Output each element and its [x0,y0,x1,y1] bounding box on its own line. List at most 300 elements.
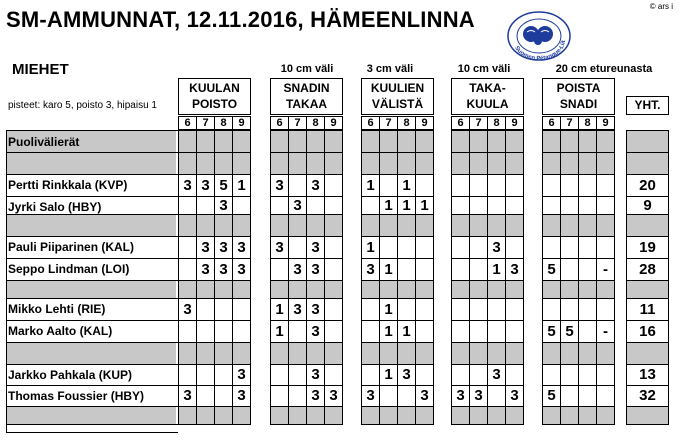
score-cell [469,298,488,321]
score-cell [596,385,615,407]
shaded-cell [379,214,398,237]
shaded-cell [214,214,233,237]
score-cell: 3 [232,258,251,281]
distance-header: 7 [560,116,579,130]
total-cell: 16 [626,320,669,343]
shaded-cell [270,280,289,299]
score-cell [469,174,488,197]
shaded-cell [397,152,416,175]
score-cell [178,196,197,215]
score-cell: 3 [288,298,307,321]
shaded-cell [214,130,233,153]
distance-header: 9 [415,116,434,130]
score-cell [596,236,615,259]
score-cell [288,320,307,343]
shaded-cell [469,214,488,237]
score-cell [578,196,597,215]
score-cell [232,196,251,215]
score-cell: 3 [469,385,488,407]
distance-header: 7 [379,116,398,130]
distance-header: 6 [178,116,197,130]
shaded-cell [560,152,579,175]
shaded-cell [578,130,597,153]
score-cell: 3 [361,385,380,407]
shaded-cell [379,280,398,299]
score-cell [451,298,470,321]
score-cell [306,196,325,215]
shaded-cell [306,342,325,365]
shaded-cell [214,152,233,175]
score-cell [178,236,197,259]
separator-row [6,214,176,236]
separator-row [6,342,176,364]
score-cell [542,174,561,197]
category-header [542,78,615,115]
score-cell: 3 [306,258,325,281]
distance-header: 9 [505,116,524,130]
row-divider [6,424,178,425]
score-cell [578,298,597,321]
score-cell [578,320,597,343]
shaded-cell [178,342,197,365]
category-distance-label: 20 cm etureunasta [555,63,653,75]
shaded-cell [270,406,289,425]
section-label: Puolivälierät [8,135,80,149]
score-cell [505,320,524,343]
score-cell: 1 [361,174,380,197]
score-cell [397,298,416,321]
distance-header: 8 [487,116,506,130]
score-cell [469,258,488,281]
category-label-line: SNADI [559,97,598,111]
row-divider [6,174,178,175]
score-cell [324,196,343,215]
distance-header: 7 [196,116,215,130]
shaded-cell [415,342,434,365]
score-cell [505,196,524,215]
score-cell [469,236,488,259]
row-divider [6,258,178,259]
shaded-cell [178,130,197,153]
score-cell [178,364,197,386]
shaded-cell [578,214,597,237]
shaded-cell [178,280,197,299]
shaded-cell [397,406,416,425]
shaded-cell [560,406,579,425]
shaded-cell [487,152,506,175]
category-label-line: KUULA [466,97,509,111]
player-name: Pauli Piiparinen (KAL) [8,240,135,254]
score-cell [469,196,488,215]
shaded-cell [196,214,215,237]
distance-header: 7 [288,116,307,130]
player-name: Marko Aalto (KAL) [8,324,113,338]
shaded-cell [324,342,343,365]
shaded-cell [288,214,307,237]
shaded-cell [596,280,615,299]
shaded-cell [560,214,579,237]
score-cell [196,385,215,407]
shaded-cell [451,280,470,299]
score-cell: - [596,320,615,343]
score-cell [288,364,307,386]
score-cell: 3 [487,364,506,386]
score-cell [288,385,307,407]
distance-header: 8 [214,116,233,130]
score-cell [324,364,343,386]
score-cell: 1 [379,298,398,321]
shaded-cell [196,280,215,299]
score-cell: 1 [270,320,289,343]
shaded-cell [361,280,380,299]
score-cell [596,364,615,386]
score-cell [379,236,398,259]
player-name: Mikko Lehti (RIE) [8,302,106,316]
score-cell: 3 [270,174,289,197]
score-cell [415,174,434,197]
shaded-cell [451,342,470,365]
score-cell: 3 [306,320,325,343]
score-cell [324,174,343,197]
row-divider [6,196,178,197]
shaded-cell [542,152,561,175]
score-cell [578,174,597,197]
score-cell [578,385,597,407]
table-border [6,130,7,432]
score-cell: 3 [361,258,380,281]
shaded-cell [560,280,579,299]
distance-header: 6 [542,116,561,130]
shaded-cell [578,406,597,425]
total-cell: 11 [626,298,669,321]
shaded-cell [324,280,343,299]
shaded-cell [324,406,343,425]
shaded-cell [415,406,434,425]
score-cell [560,174,579,197]
distance-header: 8 [578,116,597,130]
shaded-cell [451,152,470,175]
shaded-cell [178,152,197,175]
category-label-line: TAKAA [285,97,328,111]
score-cell [232,298,251,321]
score-cell [560,298,579,321]
total-header: YHT. [626,96,669,115]
row-divider [6,342,178,343]
shaded-cell [324,214,343,237]
row-divider [6,280,178,281]
score-cell [487,174,506,197]
shaded-cell [361,406,380,425]
score-cell [214,320,233,343]
score-cell [487,385,506,407]
shaded-cell [232,280,251,299]
shaded-cell [214,406,233,425]
score-cell: 3 [487,236,506,259]
category-label-line: KUULIEN [370,81,425,95]
shaded-cell [232,406,251,425]
shaded-cell [306,280,325,299]
score-cell [324,258,343,281]
score-cell [487,320,506,343]
category-label-line: VÄLISTÄ [371,97,424,111]
shaded-cell [451,406,470,425]
shaded-cell [451,130,470,153]
category-distance-label: 10 cm väli [457,63,511,75]
shaded-cell [379,130,398,153]
shaded-cell [626,342,669,365]
score-cell: 3 [270,236,289,259]
score-cell: 3 [214,258,233,281]
score-cell: 3 [214,236,233,259]
score-cell [324,320,343,343]
shaded-cell [288,152,307,175]
category-label-line: SNADIN [283,81,330,95]
table-border [6,432,178,433]
score-cell [397,385,416,407]
shaded-cell [397,130,416,153]
distance-header: 8 [306,116,325,130]
score-cell [415,320,434,343]
score-cell: 3 [324,385,343,407]
score-cell [415,298,434,321]
score-cell [196,196,215,215]
score-cell: 1 [270,298,289,321]
score-cell: - [596,258,615,281]
category-header [451,78,524,115]
score-cell [487,196,506,215]
score-cell: 1 [379,364,398,386]
shaded-cell [560,342,579,365]
shaded-cell [270,214,289,237]
shaded-cell [542,280,561,299]
score-cell [361,298,380,321]
shaded-cell [306,214,325,237]
score-cell: 3 [397,364,416,386]
score-cell: 3 [214,196,233,215]
shaded-cell [324,130,343,153]
score-cell [505,364,524,386]
score-cell [270,196,289,215]
score-cell [324,298,343,321]
separator-row [6,280,176,298]
score-cell: 3 [178,174,197,197]
row-divider [6,385,178,386]
score-cell [214,364,233,386]
score-cell: 5 [542,320,561,343]
score-cell [542,236,561,259]
shaded-cell [379,406,398,425]
shaded-cell [469,406,488,425]
score-cell [214,385,233,407]
score-cell: 1 [379,196,398,215]
score-cell [542,364,561,386]
shaded-cell [232,130,251,153]
player-name: Seppo Lindman (LOI) [8,262,130,276]
shaded-cell [578,280,597,299]
shaded-cell [415,130,434,153]
row-divider [6,130,178,131]
shaded-cell [288,280,307,299]
points-note: pisteet: karo 5, poisto 3, hipaisu 1 [8,100,157,111]
total-cell: 19 [626,236,669,259]
score-cell [451,258,470,281]
shaded-cell [487,280,506,299]
score-cell [397,236,416,259]
score-cell [178,258,197,281]
score-cell [560,258,579,281]
score-cell [469,364,488,386]
score-cell [451,320,470,343]
score-cell: 3 [306,298,325,321]
shaded-cell [505,406,524,425]
score-cell [560,236,579,259]
shaded-cell [505,130,524,153]
shaded-cell [487,130,506,153]
shaded-cell [196,130,215,153]
shaded-cell [596,214,615,237]
row-divider [6,152,178,153]
score-cell: 1 [397,320,416,343]
category-label-line: TAKA- [469,81,506,95]
shaded-cell [288,342,307,365]
total-cell: 32 [626,385,669,407]
score-cell: 3 [288,196,307,215]
distance-header: 6 [361,116,380,130]
score-cell: 3 [178,298,197,321]
score-cell: 3 [415,385,434,407]
score-cell [397,258,416,281]
shaded-cell [379,152,398,175]
score-cell [505,236,524,259]
shaded-cell [361,214,380,237]
shaded-cell [415,214,434,237]
subtitle: MIEHET [12,61,69,78]
player-name: Jyrki Salo (HBY) [8,200,102,214]
total-cell: 28 [626,258,669,281]
shaded-cell [505,342,524,365]
shaded-cell [306,130,325,153]
row-divider [6,298,178,299]
score-cell: 1 [361,236,380,259]
shaded-cell [397,342,416,365]
shaded-cell [361,130,380,153]
row-divider [6,320,178,321]
score-cell [324,236,343,259]
score-cell [178,320,197,343]
score-cell: 3 [178,385,197,407]
shaded-cell [469,280,488,299]
score-cell: 1 [397,196,416,215]
category-label-line: POISTO [191,97,238,111]
score-cell [542,298,561,321]
distance-header: 6 [270,116,289,130]
distance-header: 9 [324,116,343,130]
shaded-cell [542,406,561,425]
shaded-cell [415,280,434,299]
total-cell: 13 [626,364,669,386]
player-name: Thomas Foussier (HBY) [8,389,145,403]
score-cell [379,174,398,197]
separator-row [6,406,176,424]
shaded-cell [487,406,506,425]
shaded-cell [560,130,579,153]
page-title: SM-AMMUNNAT, 12.11.2016, HÄMEENLINNA [6,7,475,32]
score-cell [487,298,506,321]
shaded-cell [270,130,289,153]
shaded-cell [596,130,615,153]
score-cell [214,298,233,321]
shaded-cell [487,214,506,237]
distance-header: 6 [451,116,470,130]
shaded-cell [270,342,289,365]
shaded-cell [596,152,615,175]
shaded-cell [596,342,615,365]
shaded-cell [196,406,215,425]
score-cell [270,385,289,407]
score-cell: 5 [560,320,579,343]
shaded-cell [487,342,506,365]
score-cell: 3 [451,385,470,407]
score-cell: 3 [232,236,251,259]
category-header [270,78,343,115]
score-cell [361,364,380,386]
shaded-cell [415,152,434,175]
shaded-cell [542,342,561,365]
score-cell [542,196,561,215]
shaded-cell [288,406,307,425]
score-cell [505,298,524,321]
score-cell [578,236,597,259]
shaded-cell [505,214,524,237]
score-cell: 1 [232,174,251,197]
score-cell [415,236,434,259]
shaded-cell [288,130,307,153]
score-cell: 3 [288,258,307,281]
distance-header: 7 [469,116,488,130]
distance-header: 9 [596,116,615,130]
player-name: Pertti Rinkkala (KVP) [8,178,128,192]
score-cell [415,364,434,386]
shaded-cell [232,342,251,365]
score-cell: 3 [232,385,251,407]
shaded-cell [178,406,197,425]
score-cell: 3 [306,385,325,407]
score-cell [232,320,251,343]
score-cell [361,196,380,215]
category-label-line: POISTA [556,81,601,95]
shaded-cell [324,152,343,175]
score-cell [596,174,615,197]
shaded-cell [626,152,669,175]
shaded-cell [578,342,597,365]
shaded-cell [626,214,669,237]
score-cell [196,320,215,343]
shaded-cell [397,280,416,299]
score-cell [469,320,488,343]
category-label-line: KUULAN [189,81,240,95]
shaded-cell [626,406,669,425]
score-cell: 3 [196,174,215,197]
category-distance-label: 10 cm väli [280,63,334,75]
shaded-cell [178,214,197,237]
score-cell: 1 [415,196,434,215]
score-cell [196,364,215,386]
score-cell [379,385,398,407]
shaded-cell [214,342,233,365]
score-cell [596,196,615,215]
score-cell [578,258,597,281]
score-cell: 5 [542,258,561,281]
